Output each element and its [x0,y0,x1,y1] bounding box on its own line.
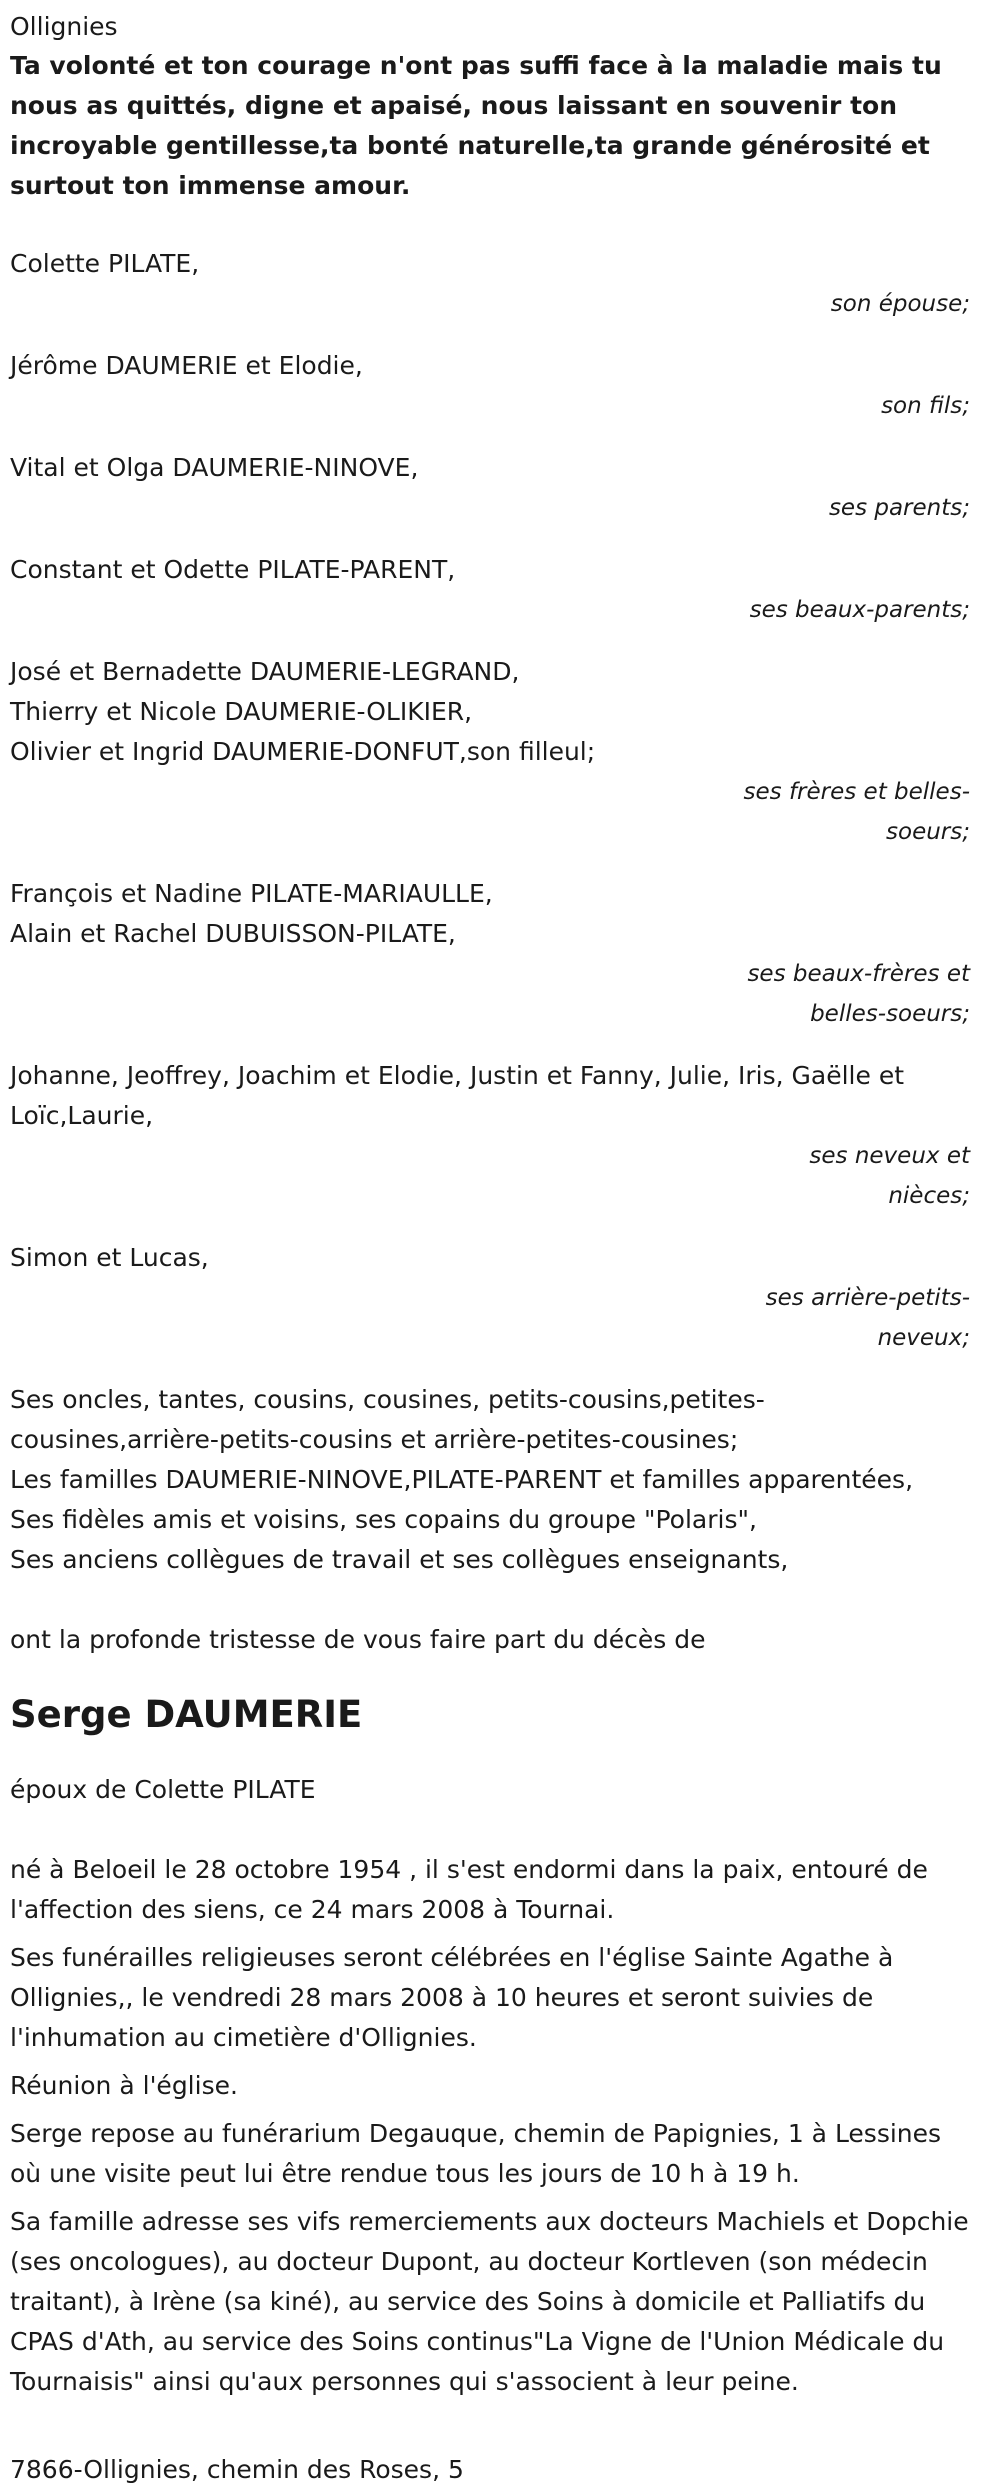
family-name: Alain et Rachel DUBUISSON-PILATE, [10,919,456,948]
family-relation: ses beaux-frères et belles-soeurs; [747,961,970,1027]
family-relation: ses beaux-parents; [749,597,970,623]
deceased-name: Serge DAUMERIE [10,1693,363,1736]
family-entry [10,1056,970,1216]
family-relation: ses frères et belles-soeurs; [743,779,970,845]
family-relation: son épouse; [830,291,970,317]
detail-paragraph: né à Beloeil le 28 octobre 1954 , il s'est endormi dans la paix, entouré de l'affection des siens, ce 24 mars 2008 à Tournai. [10,1855,928,1924]
mourner-line: Ses oncles, tantes, cousins, cousines, petits-cousins,petites-cousines,arrière-petits-cousins et arrière-petites-cousines; [10,1385,765,1454]
family-name: Johanne, Jeoffrey, Joachim et Elodie, Justin et Fanny, Julie, Iris, Gaëlle et Loïc,Laurie, [10,1061,905,1130]
family-entry [10,652,970,852]
family-name: Vital et Olga DAUMERIE-NINOVE, [10,453,419,482]
address: 7866-Ollignies, chemin des Roses, 5 [10,2455,464,2484]
details-section [10,1850,970,2402]
family-entry [10,1238,970,1358]
family-name: Simon et Lucas, [10,1243,209,1272]
family-name: Olivier et Ingrid DAUMERIE-DONFUT,son filleul; [10,737,596,766]
detail-paragraph: Sa famille adresse ses vifs remerciements aux docteurs Machiels et Dopchie (ses oncologues), au docteur Dupont, au docteur Kortleven (son médecin traitant), à Irène (sa kiné), au service des Soins à domicile et Palliatifs du CPAS d'Ath, au service des Soins continus"La Vigne de l'Union Médicale du Tournaisis" ainsi qu'aux personnes qui s'associent à leur peine. [10,2207,969,2396]
family-entry [10,244,970,324]
family-relation: ses neveux et nièces; [809,1143,970,1209]
detail-paragraph: Serge repose au funérarium Degauque, chemin de Papignies, 1 à Lessines où une visite peut lui être rendue tous les jours de 10 h à 19 h. [10,2119,942,2188]
family-relation: ses parents; [828,495,970,521]
family-name: Jérôme DAUMERIE et Elodie, [10,351,363,380]
family-name: Constant et Odette PILATE-PARENT, [10,555,456,584]
detail-paragraph: Réunion à l'église. [10,2071,238,2100]
family-name: José et Bernadette DAUMERIE-LEGRAND, [10,657,520,686]
detail-paragraph: Ses funérailles religieuses seront célébrées en l'église Sainte Agathe à Ollignies,, le vendredi 28 mars 2008 à 10 heures et seront suivies de l'inhumation au cimetière d'Ollignies. [10,1943,894,2052]
other-mourners [10,1380,970,1580]
mourner-line: Ses anciens collègues de travail et ses collègues enseignants, [10,1545,789,1574]
announcement-text: ont la profonde tristesse de vous faire part du décès de [10,1625,706,1654]
family-entry [10,448,970,528]
intro-text: Ta volonté et ton courage n'ont pas suffi face à la maladie mais tu nous as quittés, digne et apaisé, nous laissant en souvenir ton incroyable gentillesse,ta bonté naturelle,ta grande générosité et surtout ton immense amour. [10,51,942,200]
place-name: Ollignies [10,12,118,41]
family-name: Thierry et Nicole DAUMERIE-OLIKIER, [10,697,473,726]
spouse-line: époux de Colette PILATE [10,1775,316,1804]
family-entry [10,550,970,630]
mourner-line: Ses fidèles amis et voisins, ses copains du groupe "Polaris", [10,1505,757,1534]
mourner-line: Les familles DAUMERIE-NINOVE,PILATE-PARENT et familles apparentées, [10,1465,914,1494]
family-entry [10,346,970,426]
family-name: François et Nadine PILATE-MARIAULLE, [10,879,493,908]
family-entry [10,874,970,1034]
family-relation: son fils; [881,393,970,419]
family-name: Colette PILATE, [10,249,200,278]
family-relation: ses arrière-petits-neveux; [765,1285,970,1351]
